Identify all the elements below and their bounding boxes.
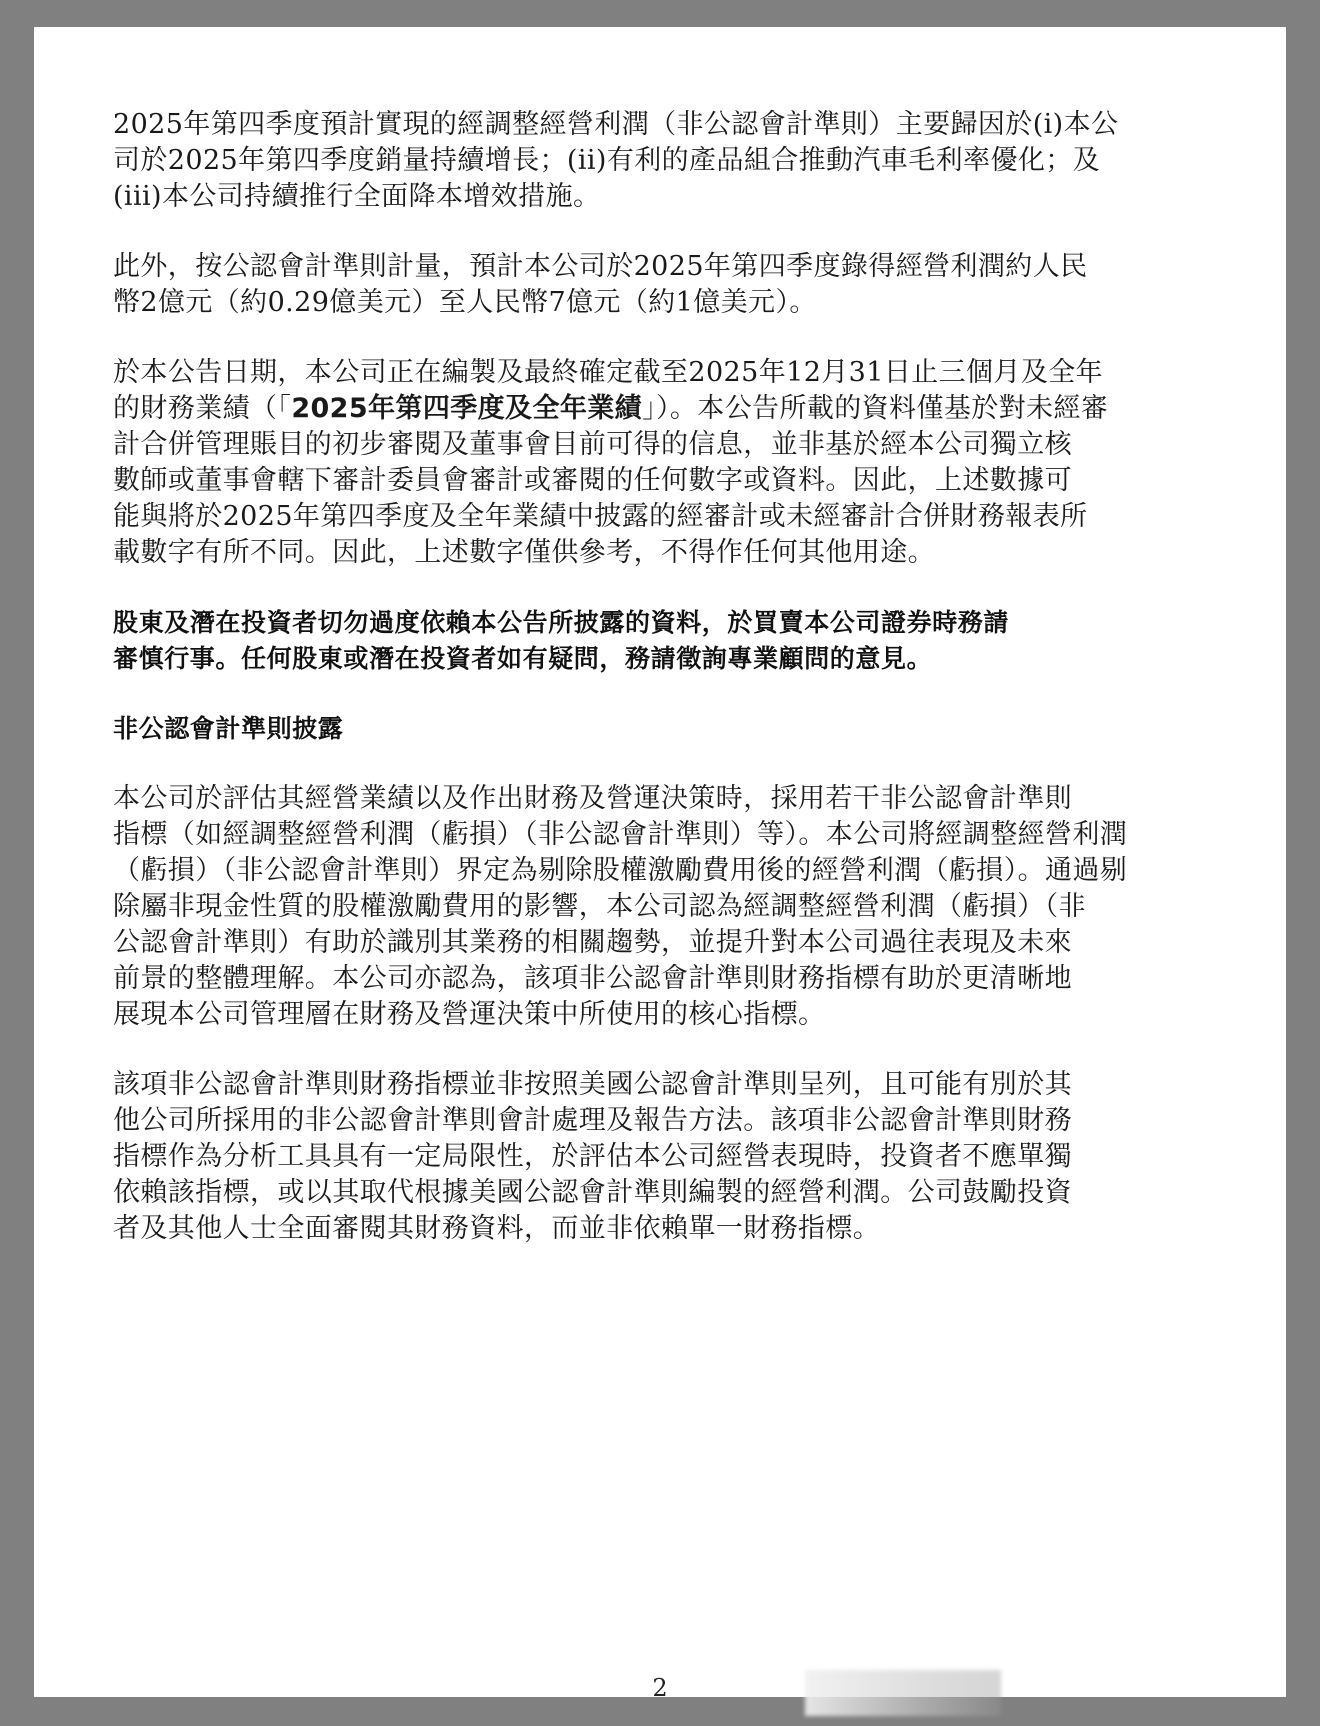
text-line: 者及其他人士全面審閱其財務資料，而並非依賴單一財務指標。	[113, 1213, 881, 1244]
document-page	[34, 27, 1286, 1702]
document-body	[113, 107, 1128, 1281]
text-line	[113, 391, 1113, 427]
text-line: 指標（如經調整經營利潤（虧損）（非公認會計準則）等）。本公司將經調整經營利潤	[113, 819, 1128, 850]
text-line: 司於2025年第四季度銷量持續增長；(ii)有利的產品組合推動汽車毛利率優化；及	[113, 145, 1101, 176]
text-line: 能與將於2025年第四季度及全年業績中披露的經審計或未經審計合併財務報表所	[113, 501, 1088, 532]
text-line: 此外，按公認會計準則計量，預計本公司於2025年第四季度錄得經營利潤約人民	[113, 251, 1088, 282]
text-line: 展現本公司管理層在財務及營運決策中所使用的核心指標。	[113, 999, 826, 1030]
text-line: 載數字有所不同。因此，上述數字僅供參考，不得作任何其他用途。	[113, 537, 935, 568]
text-line: 除屬非現金性質的股權激勵費用的影響，本公司認為經調整經營利潤（虧損）（非	[113, 891, 1086, 922]
paragraph-gaap-operating-profit	[113, 249, 1113, 321]
watermark-smudge	[805, 1670, 1001, 1716]
text-line: 該項非公認會計準則財務指標並非按照美國公認會計準則呈列，且可能有別於其	[113, 1069, 1072, 1100]
page-number: 2	[652, 1674, 668, 1702]
text-fragment: 」）。本公告所載的資料僅基於對未經審	[642, 393, 1109, 424]
text-line: 本公司於評估其經營業績以及作出財務及營運決策時，採用若干非公認會計準則	[113, 783, 1072, 814]
text-line: 公認會計準則）有助於識別其業務的相關趨勢，並提升對本公司過往表現及未來	[113, 927, 1072, 958]
paragraph-non-gaap-definition	[113, 781, 1128, 1033]
paragraph-preliminary-results-notice	[113, 355, 1113, 571]
text-line: 計合併管理賬目的初步審閱及董事會目前可得的信息，並非基於經本公司獨立核	[113, 429, 1072, 460]
text-line: (iii)本公司持續推行全面降本增效措施。	[113, 181, 601, 212]
section-heading-non-gaap-disclosure: 非公認會計準則披露	[113, 714, 344, 743]
text-line: 前景的整體理解。本公司亦認為，該項非公認會計準則財務指標有助於更清晰地	[113, 963, 1072, 994]
defined-term-q4-full-year-results: 2025年第四季度及全年業績	[291, 393, 643, 424]
text-line: 數師或董事會轄下審計委員會審計或審閱的任何數字或資料。因此，上述數據可	[113, 465, 1072, 496]
text-line: 指標作為分析工具具有一定局限性，於評估本公司經營表現時，投資者不應單獨	[113, 1141, 1072, 1172]
text-line: 於本公告日期，本公司正在編製及最終確定截至2025年12月31日止三個月及全年	[113, 357, 1104, 388]
paragraph-non-gaap-limitations	[113, 1067, 1113, 1247]
text-line: 幣2億元（約0.29億美元）至人民幣7億元（約1億美元）。	[113, 287, 817, 318]
text-line: 依賴該指標，或以其取代根據美國公認會計準則編製的經營利潤。公司鼓勵投資	[113, 1177, 1072, 1208]
text-line: 股東及潛在投資者切勿過度依賴本公告所披露的資料，於買賣本公司證券時務請	[113, 608, 1010, 637]
text-fragment: 的財務業績（「	[113, 393, 292, 424]
investor-warning	[113, 605, 1113, 677]
text-line: 審慎行事。任何股東或潛在投資者如有疑問，務請徵詢專業顧問的意見。	[113, 644, 933, 673]
text-line: （虧損）（非公認會計準則）界定為剔除股權激勵費用後的經營利潤（虧損）。通過剔	[113, 855, 1128, 886]
text-line: 2025年第四季度預計實現的經調整經營利潤（非公認會計準則）主要歸因於(i)本公	[113, 109, 1119, 140]
text-line: 他公司所採用的非公認會計準則會計處理及報告方法。該項非公認會計準則財務	[113, 1105, 1072, 1136]
paragraph-adjusted-operating-profit-drivers	[113, 107, 1119, 215]
